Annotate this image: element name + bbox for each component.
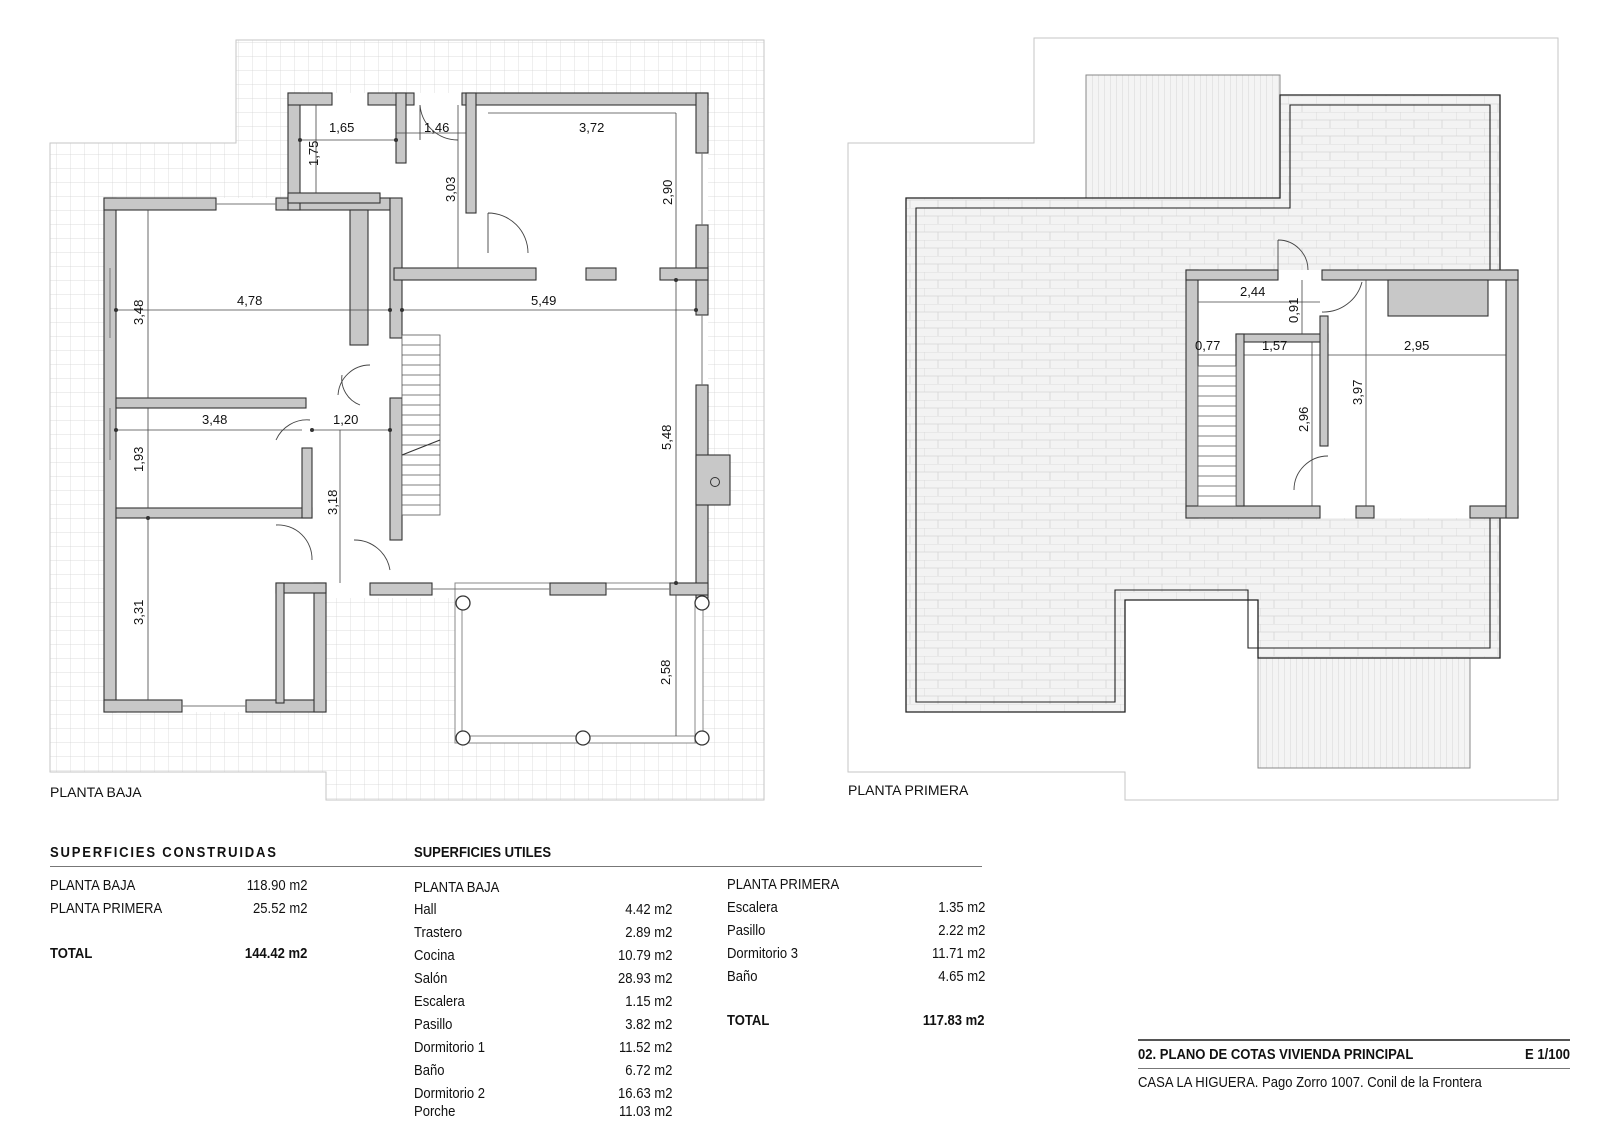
dim-label: 1,75 — [306, 140, 321, 166]
useful-row-value: 1.15 m2 — [624, 994, 672, 1010]
useful-row-value: 2.22 m2 — [937, 923, 985, 939]
dim-label: 1,20 — [333, 412, 359, 427]
dim-label: 4,78 — [237, 293, 263, 308]
useful-row-value: 1.35 m2 — [937, 900, 985, 916]
dim-label: 2,90 — [660, 179, 675, 205]
useful-total-label: TOTAL — [727, 1013, 770, 1029]
useful-row-label: Pasillo — [727, 923, 766, 939]
dim-label: 1,46 — [424, 120, 450, 135]
useful-row-value: 4.65 m2 — [937, 969, 985, 985]
useful-total-value: 117.83 m2 — [923, 1013, 985, 1029]
useful-row-label: Escalera — [414, 994, 465, 1010]
useful-row-label: Baño — [414, 1063, 445, 1079]
useful-row-value: 11.71 m2 — [931, 946, 985, 962]
dim-label: 0,91 — [1286, 297, 1301, 323]
useful-row-label: Porche — [414, 1104, 456, 1120]
useful-row-label: Trastero — [414, 925, 463, 941]
useful-row-label: Baño — [727, 969, 758, 985]
useful-row-value: 4.42 m2 — [624, 902, 672, 918]
project-address: CASA LA HIGUERA. Pago Zorro 1007. Conil de la Frontera — [1138, 1075, 1482, 1091]
dim-label: 3,18 — [325, 489, 340, 515]
useful-row-label: Dormitorio 3 — [727, 946, 799, 962]
dim-label: 0,77 — [1195, 338, 1221, 353]
useful-ground-title: PLANTA BAJA — [414, 880, 500, 896]
useful-row-value: 16.63 m2 — [617, 1086, 672, 1102]
dim-label: 1,57 — [1262, 338, 1288, 353]
dim-label: 2,58 — [658, 659, 673, 685]
useful-row-value: 2.89 m2 — [624, 925, 672, 941]
useful-row-label: Escalera — [727, 900, 778, 916]
useful-row-value: 6.72 m2 — [624, 1063, 672, 1079]
useful-row-label: Hall — [414, 902, 437, 918]
ground-plan-label: PLANTA BAJA — [50, 784, 142, 800]
built-row-label: PLANTA BAJA — [50, 878, 136, 894]
useful-row-label: Pasillo — [414, 1017, 453, 1033]
title-rule-bottom — [1138, 1068, 1570, 1069]
dim-label: 3,97 — [1350, 379, 1365, 405]
heading-rule — [50, 866, 982, 867]
dim-label: 1,65 — [329, 120, 355, 135]
dim-label: 5,49 — [531, 293, 557, 308]
useful-row-label: Dormitorio 2 — [414, 1086, 486, 1102]
dim-label: 2,95 — [1404, 338, 1430, 353]
dim-label: 3,03 — [443, 176, 458, 202]
dim-label: 5,48 — [659, 424, 674, 450]
useful-row-value: 11.52 m2 — [618, 1040, 672, 1056]
useful-row-value: 11.03 m2 — [618, 1104, 672, 1120]
dim-label: 1,93 — [131, 446, 146, 472]
dim-label: 3,48 — [202, 412, 228, 427]
dim-label: 2,96 — [1296, 406, 1311, 432]
useful-heading: SUPERFICIES UTILES — [414, 845, 552, 861]
useful-row-label: Dormitorio 1 — [414, 1040, 486, 1056]
title-rule-top — [1138, 1039, 1570, 1041]
useful-row-value: 3.82 m2 — [624, 1017, 672, 1033]
built-total-value: 144.42 m2 — [244, 946, 307, 962]
useful-row-label: Salón — [414, 971, 448, 987]
dim-label: 3,72 — [579, 120, 605, 135]
drawing-scale: E 1/100 — [1525, 1047, 1570, 1063]
built-row-label: PLANTA PRIMERA — [50, 901, 163, 917]
built-row-value: 118.90 m2 — [246, 878, 307, 894]
dim-label: 2,44 — [1240, 284, 1266, 299]
built-heading: SUPERFICIES CONSTRUIDAS — [50, 845, 278, 861]
useful-row-value: 28.93 m2 — [617, 971, 672, 987]
dim-label: 3,31 — [131, 599, 146, 625]
drawing-title: 02. PLANO DE COTAS VIVIENDA PRINCIPAL — [1138, 1047, 1414, 1063]
built-row-value: 25.52 m2 — [252, 901, 307, 917]
useful-row-value: 10.79 m2 — [617, 948, 672, 964]
useful-row-label: Cocina — [414, 948, 455, 964]
first-plan-label: PLANTA PRIMERA — [848, 782, 969, 798]
dim-label: 3,48 — [131, 299, 146, 325]
useful-first-title: PLANTA PRIMERA — [727, 877, 840, 893]
built-total-label: TOTAL — [50, 946, 93, 962]
